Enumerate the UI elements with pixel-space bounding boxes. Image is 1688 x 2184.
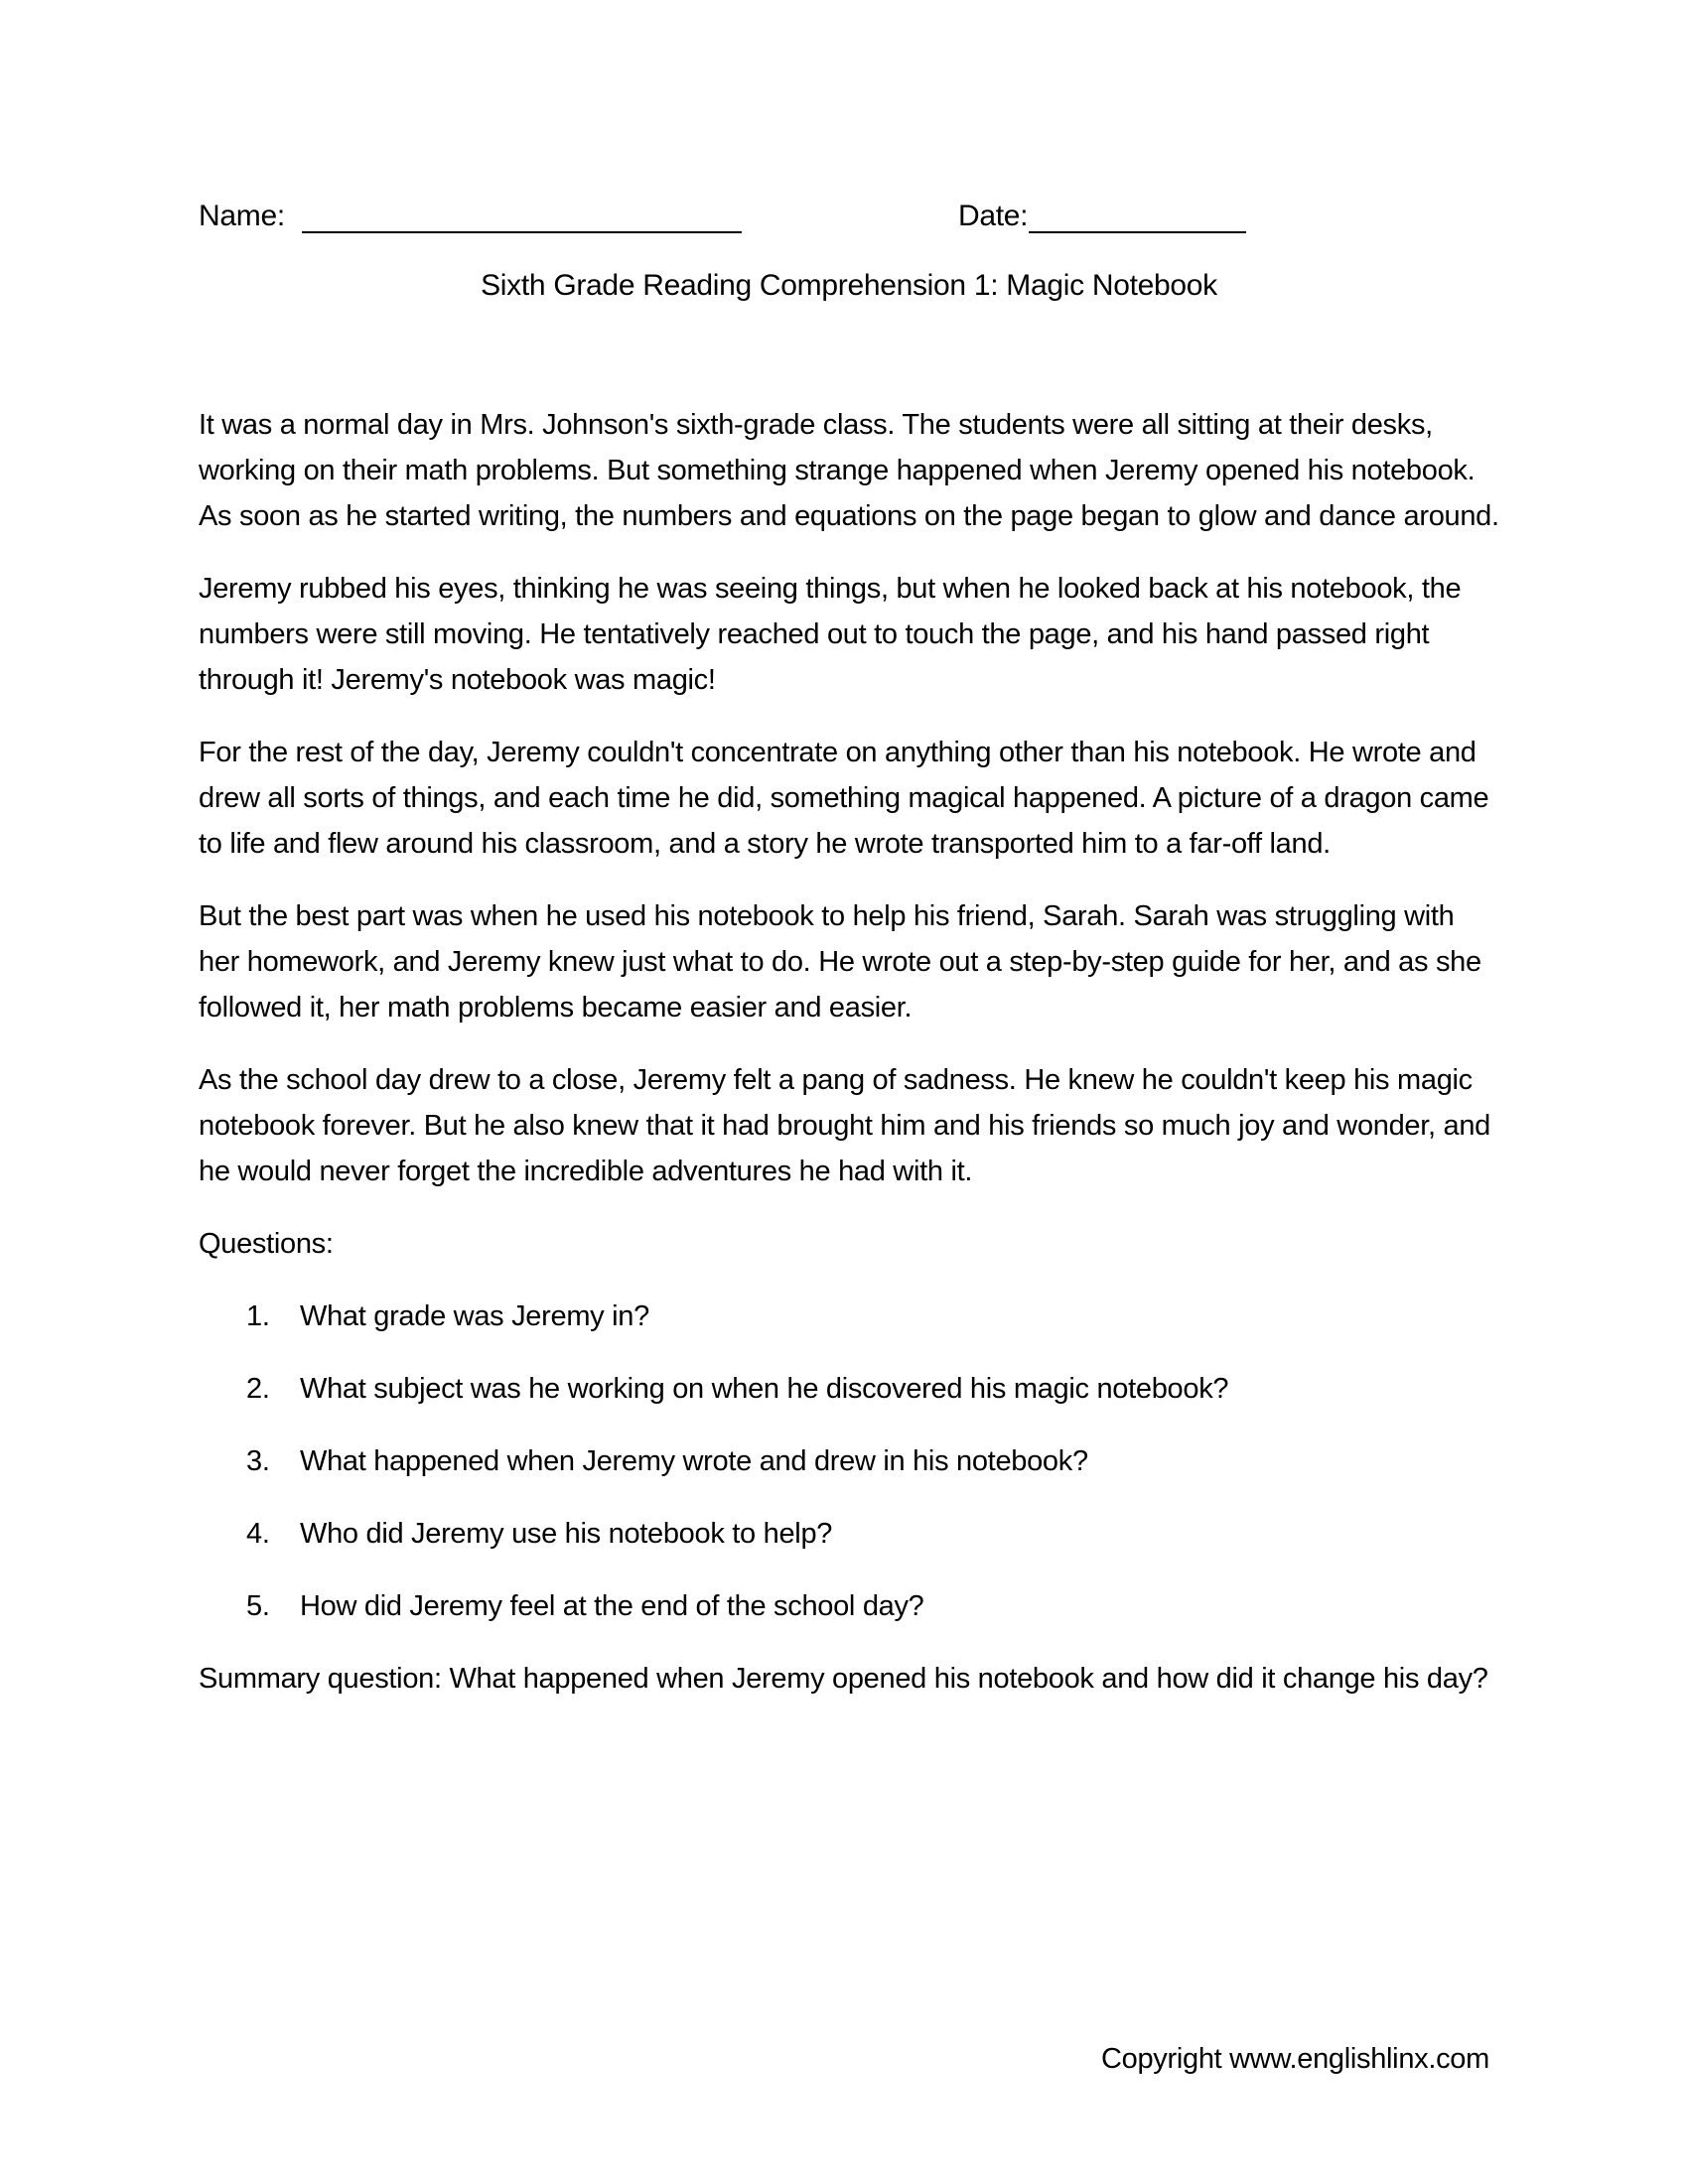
name-blank-line	[302, 231, 742, 233]
story-paragraph-1: It was a normal day in Mrs. Johnson's sixth-grade class. The students were all sitting at their desks, working on their math problems. But something strange happened when Jeremy opened his notebook. As soon as he started writing, the numbers and equations on the page began to glow and dance around.	[199, 409, 1499, 532]
question-item-4	[199, 1511, 1499, 1557]
question-text: Who did Jeremy use his notebook to help?	[300, 1518, 833, 1550]
story-paragraph-2: Jeremy rubbed his eyes, thinking he was seeing things, but when he looked back at his notebook, the numbers were still moving. He tentatively reached out to touch the page, and his hand passed right through it! Jeremy's notebook was magic!	[199, 573, 1462, 696]
question-item-3	[199, 1438, 1499, 1484]
copyright-footer: Copyright www.englishlinx.com	[1100, 2043, 1489, 2075]
story-paragraph-3: For the rest of the day, Jeremy couldn't concentrate on anything other than his notebook. He wrote and drew all sorts of things, and each time he did, something magical happened. A picture of a dragon came to life and flew around his classroom, and a story he wrote transported him to a far-off land.	[199, 737, 1489, 860]
story-paragraph-5: As the school day drew to a close, Jeremy felt a pang of sadness. He knew he couldn't keep his magic notebook forever. But he also knew that it had brought him and his friends so much joy and wonder, and he would never forget the incredible adventures he had with it.	[199, 1064, 1491, 1187]
worksheet-title: Sixth Grade Reading Comprehension 1: Magic Notebook	[481, 269, 1217, 302]
question-number: 2.	[246, 1373, 270, 1405]
question-item-1	[199, 1294, 1499, 1339]
question-item-2	[199, 1366, 1499, 1412]
question-number: 3.	[246, 1445, 270, 1477]
date-label: Date:	[958, 200, 1029, 232]
question-number: 5.	[246, 1590, 270, 1622]
summary-question: Summary question: What happened when Jeremy opened his notebook and how did it change his day?	[199, 1663, 1488, 1695]
date-blank-line	[1029, 231, 1246, 233]
question-text: How did Jeremy feel at the end of the school day?	[300, 1590, 924, 1622]
questions-heading: Questions:	[199, 1228, 334, 1260]
question-text: What subject was he working on when he discovered his magic notebook?	[300, 1373, 1229, 1405]
question-text: What happened when Jeremy wrote and drew in his notebook?	[300, 1445, 1088, 1477]
story-body	[199, 402, 1499, 1194]
question-item-5	[199, 1583, 1499, 1629]
question-text: What grade was Jeremy in?	[300, 1300, 649, 1332]
name-date-row	[199, 194, 1499, 239]
story-paragraph-4: But the best part was when he used his notebook to help his friend, Sarah. Sarah was struggling with her homework, and Jeremy knew just what to do. He wrote out a step-by-step guide for her, and as she followed it, her math problems became easier and easier.	[199, 900, 1481, 1024]
questions-list	[199, 1294, 1499, 1629]
question-number: 4.	[246, 1518, 270, 1550]
name-label: Name:	[199, 200, 285, 232]
question-number: 1.	[246, 1300, 270, 1332]
